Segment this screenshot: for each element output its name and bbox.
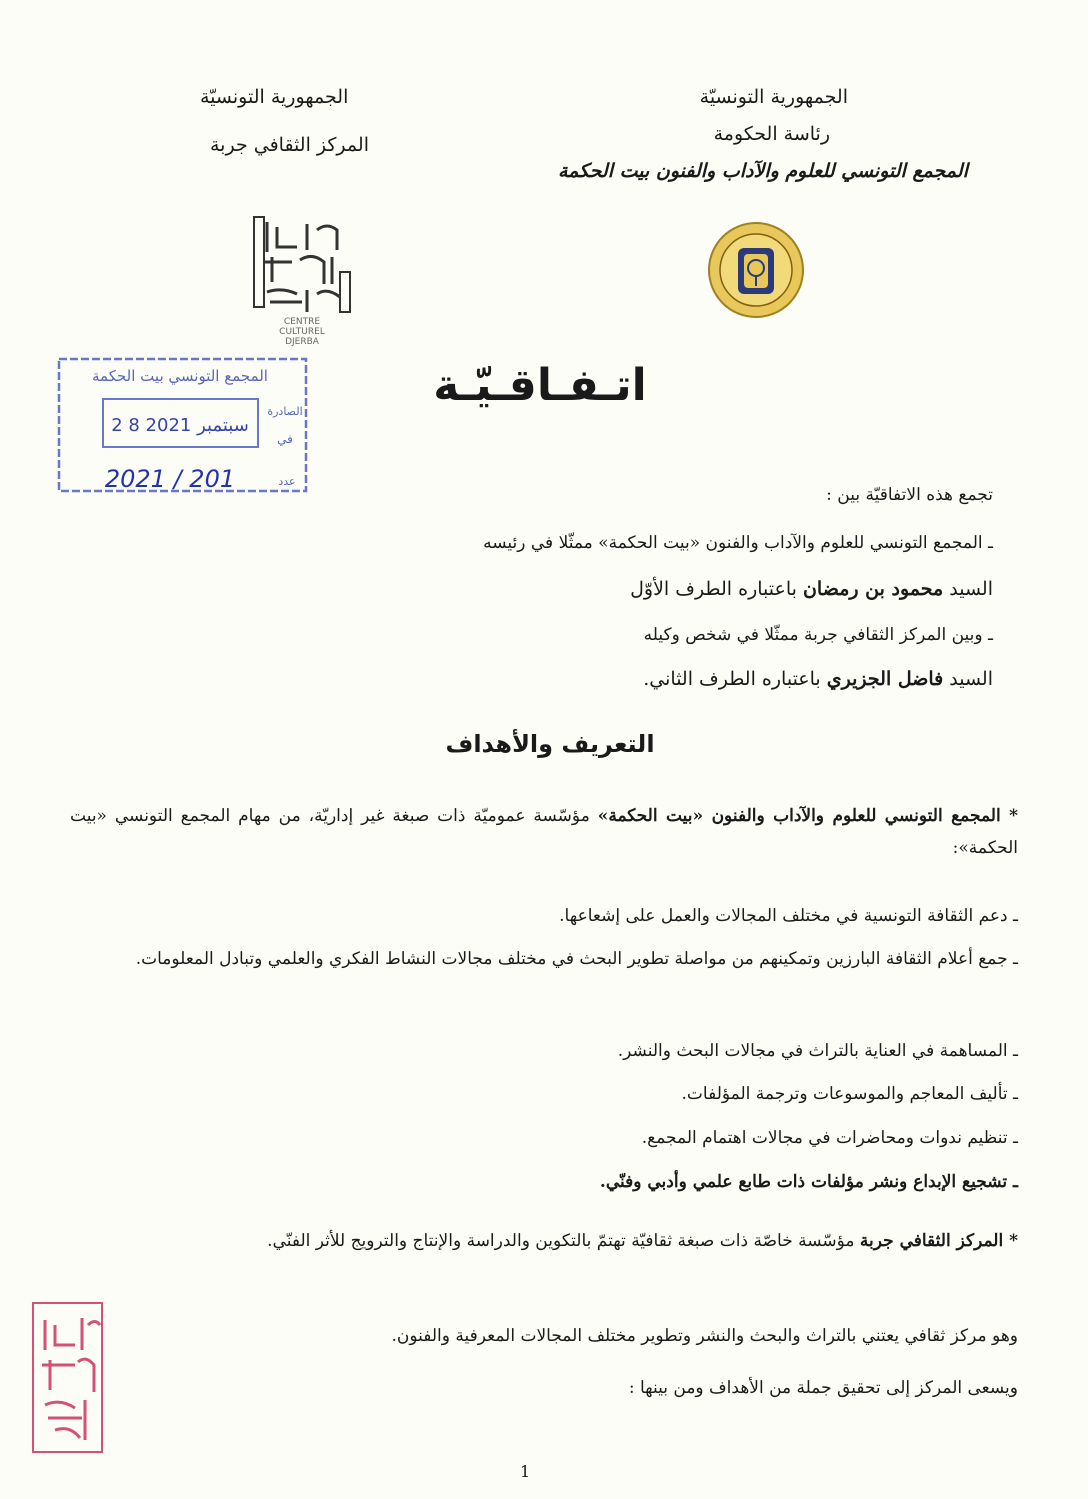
cultural-center-logo-text: المركز الثقافي جربة CENTRE CULTUREL DJERBA [252, 212, 276, 213]
first-party-suffix: باعتباره الطرف الأوّل [630, 578, 803, 600]
received-stamp [55, 355, 310, 495]
first-party-prefix: السيد [943, 578, 993, 600]
red-center-stamp-icon [30, 1300, 105, 1455]
section1-item: ـ تأليف المعاجم والموسوعات وترجمة المؤلفات. [681, 1084, 1018, 1104]
intro-line-center: ـ وبين المركز الثقافي جربة ممثّلا في شخص وكيله [643, 625, 993, 645]
stamp-header-text: المجمع التونسي بيت الحكمة [92, 367, 268, 385]
stamp-side-number: عدد [278, 475, 296, 488]
section2-lead-rest: مؤسّسة خاصّة ذات صبغة ثقافيّة تهتمّ بالتكوين والدراسة والإنتاج والترويج للأثر الفنّي. [267, 1231, 860, 1251]
section1-item: ـ دعم الثقافة التونسية في مختلف المجالات والعمل على إشعاعها. [559, 906, 1018, 926]
second-party-name: فاضل الجزيري [826, 668, 944, 690]
stamp-side-on: في [277, 432, 293, 446]
svg-text:CENTRE: CENTRE [283, 317, 321, 327]
section1-item: ـ المساهمة في العناية بالتراث في مجالات البحث والنشر. [617, 1041, 1018, 1061]
section2-lead-bold: * المركز الثقافي جربة [859, 1231, 1018, 1251]
section1-lead [70, 800, 1018, 864]
section-title: التعريف والأهداف [445, 730, 655, 758]
section1-lead-rest: مؤسّسة عموميّة ذات صبغة غير إداريّة، من مهام المجمع التونسي «بيت الحكمة»: [70, 806, 1018, 858]
cultural-center-logo-icon [252, 212, 352, 347]
stamp-date: 2 8 سبتمبر 2021 [111, 415, 249, 436]
second-party-suffix: باعتباره الطرف الثاني. [643, 668, 827, 690]
svg-text:CULTUREL: CULTUREL [279, 327, 325, 337]
document-title: اتـفـاقـيّـة [433, 360, 647, 411]
first-party-name: محمود بن رمضان [802, 578, 944, 600]
header-academy-calligraphy: المجمع التونسي للعلوم والآداب والفنون بيت الحكمة [558, 160, 968, 182]
academy-seal-icon [706, 220, 806, 320]
stamp-side-issued: الصادرة [267, 405, 303, 418]
section2-lead [70, 1225, 1018, 1257]
intro-line-first-party [630, 578, 993, 600]
intro-line-academy: ـ المجمع التونسي للعلوم والآداب والفنون «بيت الحكمة» ممثّلا في رئيسه [483, 533, 993, 553]
section1-item: ـ جمع أعلام الثقافة البارزين وتمكينهم من مواصلة تطوير البحث في مختلف مجالات النشاط الفكري والعلمي وتبادل المعلومات. [135, 949, 1018, 969]
second-party-prefix: السيد [943, 668, 993, 690]
header-government: رئاسة الحكومة [713, 123, 830, 145]
intro-line-second-party [643, 668, 993, 690]
section1-item: ـ تشجيع الإبداع ونشر مؤلفات ذات طابع علمي وأدبي وفنّي. [599, 1172, 1018, 1192]
section1-item: ـ تنظيم ندوات ومحاضرات في مجالات اهتمام المجمع. [641, 1128, 1018, 1148]
svg-text:DJERBA: DJERBA [285, 337, 319, 347]
page-number: 1 [520, 1462, 531, 1481]
header-republic-left: الجمهورية التونسيّة [200, 86, 349, 108]
header-cultural-center: المركز الثقافي جربة [210, 134, 369, 156]
stamp-handwritten-number: 2021 / 201 [104, 465, 236, 493]
section2-line: وهو مركز ثقافي يعتني بالتراث والبحث والنشر وتطوير مختلف المجالات المعرفية والفنون. [391, 1326, 1018, 1346]
section1-lead-bold: * المجمع التونسي للعلوم والآداب والفنون «بيت الحكمة» [597, 806, 1018, 826]
header-republic-right: الجمهورية التونسيّة [699, 86, 848, 108]
intro-line-parties: تجمع هذه الاتفاقيّة بين : [826, 485, 993, 505]
section2-goals: ويسعى المركز إلى تحقيق جملة من الأهداف ومن بينها : [628, 1378, 1018, 1398]
